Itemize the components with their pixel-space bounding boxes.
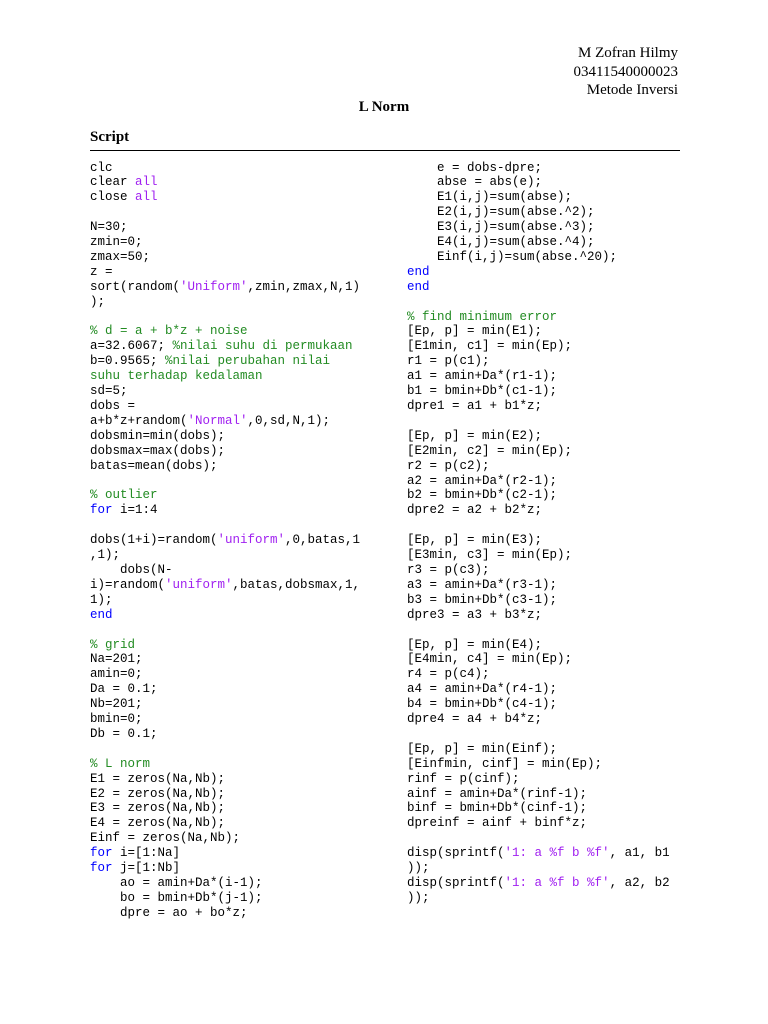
code-line xyxy=(90,474,390,489)
code-line xyxy=(407,831,687,846)
code-line xyxy=(407,876,687,891)
code-text: ainf = amin+Da*(rinf-1); xyxy=(407,786,588,801)
code-line xyxy=(407,712,687,727)
code-line xyxy=(90,638,390,653)
comment-token: % d = a + b*z + noise xyxy=(90,324,248,339)
code-line xyxy=(90,876,390,891)
code-line xyxy=(90,324,390,339)
author-name: M Zofran Hilmy xyxy=(578,45,678,61)
author-block xyxy=(574,44,678,100)
code-text: disp(sprintf( xyxy=(407,876,505,890)
code-line xyxy=(407,652,687,667)
code-column-right xyxy=(407,161,687,906)
string-token: 'Normal' xyxy=(187,413,248,428)
code-line xyxy=(90,623,390,638)
code-text: rinf = p(cinf); xyxy=(407,771,520,786)
code-line xyxy=(407,772,687,787)
code-line xyxy=(407,369,687,384)
code-line xyxy=(407,488,687,503)
code-text: ao = amin+Da*(i-1); xyxy=(90,876,263,890)
code-text: b4 = bmin+Db*(c4-1); xyxy=(407,697,558,712)
code-line xyxy=(90,548,390,563)
code-line xyxy=(407,414,687,429)
code-line xyxy=(407,533,687,548)
code-text: i=1:4 xyxy=(112,503,158,518)
code-text: E2(i,j)=sum(abse.^2); xyxy=(407,205,595,220)
code-text: a4 = amin+Da*(r4-1); xyxy=(407,682,558,697)
code-text: abse = abs(e); xyxy=(407,175,543,190)
code-text: E1 = zeros(Na,Nb); xyxy=(90,771,226,786)
code-text: dpreinf = ainf + binf*z; xyxy=(407,816,588,831)
code-line xyxy=(407,175,687,190)
code-line xyxy=(90,831,390,846)
code-text: [E3min, c3] = min(Ep); xyxy=(407,548,573,563)
code-line xyxy=(407,459,687,474)
code-line xyxy=(90,846,390,861)
code-text: [Ep, p] = min(E2); xyxy=(407,428,543,443)
comment-token: % L norm xyxy=(90,756,151,771)
code-text: i=[1:Na] xyxy=(112,846,181,861)
code-text: r2 = p(c2); xyxy=(407,458,490,473)
code-line xyxy=(407,324,687,339)
code-line xyxy=(407,354,687,369)
code-line xyxy=(90,891,390,906)
code-text: a+b*z+random( xyxy=(90,413,188,428)
code-line xyxy=(90,295,390,310)
code-line xyxy=(407,816,687,831)
code-line xyxy=(407,563,687,578)
code-line xyxy=(407,474,687,489)
course-name: Metode Inversi xyxy=(586,82,678,98)
code-line xyxy=(90,265,390,280)
code-line xyxy=(90,787,390,802)
comment-token: % outlier xyxy=(90,488,158,503)
string-token: 'Uniform' xyxy=(180,279,248,294)
code-line xyxy=(90,429,390,444)
code-line xyxy=(90,727,390,742)
code-line xyxy=(407,518,687,533)
code-line xyxy=(407,801,687,816)
code-text: Einf = zeros(Na,Nb); xyxy=(90,831,241,846)
code-text: Einf(i,j)=sum(abse.^20); xyxy=(407,249,618,264)
code-text: bmin=0; xyxy=(90,712,143,727)
code-text: Db = 0.1; xyxy=(90,726,158,741)
code-line xyxy=(407,787,687,802)
code-text: z = xyxy=(90,264,113,279)
code-text: dpre1 = a1 + b1*z; xyxy=(407,399,543,413)
code-text: dpre2 = a2 + b2*z; xyxy=(407,503,543,518)
code-line xyxy=(90,190,390,205)
code-line xyxy=(90,757,390,772)
code-text: [Ep, p] = min(E4); xyxy=(407,637,543,652)
code-line xyxy=(90,280,390,295)
code-text: [Ep, p] = min(E3); xyxy=(407,533,543,548)
code-line xyxy=(407,846,687,861)
code-line xyxy=(90,175,390,190)
code-text: b3 = bmin+Db*(c3-1); xyxy=(407,592,558,607)
code-line xyxy=(407,697,687,712)
code-line xyxy=(90,459,390,474)
keyword-token: end xyxy=(90,607,113,622)
code-text: dpre4 = a4 + b4*z; xyxy=(407,712,543,727)
string-token: 'uniform' xyxy=(165,577,233,592)
code-text: e = dobs-dpre; xyxy=(407,160,543,175)
document-title: L Norm xyxy=(358,99,410,115)
keyword-token: end xyxy=(407,264,430,279)
code-line xyxy=(90,742,390,757)
comment-token: %nilai suhu di permukaan xyxy=(172,339,353,354)
code-line xyxy=(90,161,390,176)
code-line xyxy=(90,488,390,503)
keyword-token: for xyxy=(90,861,113,876)
code-text: batas=mean(dobs); xyxy=(90,458,218,473)
code-text: E2 = zeros(Na,Nb); xyxy=(90,786,226,801)
string-token: '1: a %f b %f' xyxy=(504,846,610,861)
code-line xyxy=(90,444,390,459)
code-text: clc xyxy=(90,160,113,175)
code-text: E4 = zeros(Na,Nb); xyxy=(90,816,226,831)
code-line xyxy=(407,265,687,280)
string-token: '1: a %f b %f' xyxy=(504,876,610,890)
code-line xyxy=(407,429,687,444)
code-line xyxy=(90,682,390,697)
code-line xyxy=(90,518,390,533)
code-text: sort(random( xyxy=(90,279,181,294)
code-text: r3 = p(c3); xyxy=(407,562,490,577)
code-line xyxy=(90,906,390,921)
code-text: Na=201; xyxy=(90,652,143,667)
code-text: a3 = amin+Da*(r3-1); xyxy=(407,577,558,592)
code-line xyxy=(90,593,390,608)
code-text: [E1min, c1] = min(Ep); xyxy=(407,339,573,354)
code-text: [Ep, p] = min(E1); xyxy=(407,324,543,339)
code-text: Da = 0.1; xyxy=(90,682,158,697)
code-text: r1 = p(c1); xyxy=(407,354,490,369)
code-text: [E4min, c4] = min(Ep); xyxy=(407,652,573,667)
code-text: close xyxy=(90,190,136,205)
code-text: ,0,batas,1 xyxy=(285,533,361,548)
code-line xyxy=(90,310,390,325)
code-text: ); xyxy=(90,294,106,309)
code-text: bo = bmin+Db*(j-1); xyxy=(90,890,263,905)
code-line xyxy=(407,682,687,697)
code-line xyxy=(407,861,687,876)
code-line xyxy=(90,399,390,414)
code-line xyxy=(90,369,390,384)
section-divider xyxy=(90,150,680,151)
code-text: j=[1:Nb] xyxy=(112,861,181,876)
code-text: , a1, b1 xyxy=(609,846,670,861)
code-text: [Einfmin, cinf] = min(Ep); xyxy=(407,756,603,771)
code-text: [Ep, p] = min(Einf); xyxy=(407,741,558,756)
code-line xyxy=(407,161,687,176)
code-line xyxy=(90,608,390,623)
code-line xyxy=(407,399,687,414)
code-text: a1 = amin+Da*(r1-1); xyxy=(407,369,558,384)
code-text: E4(i,j)=sum(abse.^4); xyxy=(407,235,595,250)
code-line xyxy=(90,414,390,429)
code-line xyxy=(90,220,390,235)
code-line xyxy=(90,503,390,518)
code-line xyxy=(90,250,390,265)
code-line xyxy=(90,816,390,831)
code-line xyxy=(407,220,687,235)
code-text: ,0,sd,N,1); xyxy=(247,413,331,428)
code-line xyxy=(407,444,687,459)
code-line xyxy=(407,757,687,772)
code-line xyxy=(407,250,687,265)
code-line xyxy=(407,280,687,295)
code-text: )); xyxy=(407,890,430,905)
comment-token: %nilai perubahan nilai xyxy=(165,354,331,369)
code-line xyxy=(90,235,390,250)
code-line xyxy=(90,801,390,816)
code-line xyxy=(407,578,687,593)
code-line xyxy=(407,548,687,563)
code-line xyxy=(407,623,687,638)
code-line xyxy=(407,384,687,399)
code-text: E3 = zeros(Na,Nb); xyxy=(90,801,226,816)
comment-token: % grid xyxy=(90,637,136,652)
code-text: dobs(1+i)=random( xyxy=(90,533,218,548)
code-line xyxy=(407,593,687,608)
code-line xyxy=(90,667,390,682)
code-text: dobsmin=min(dobs); xyxy=(90,428,226,443)
code-text: a2 = amin+Da*(r2-1); xyxy=(407,473,558,488)
code-line xyxy=(90,533,390,548)
code-text: dpre3 = a3 + b3*z; xyxy=(407,607,543,622)
section-heading: Script xyxy=(90,129,130,145)
code-line xyxy=(90,354,390,369)
comment-token: % find minimum error xyxy=(407,309,558,324)
code-line xyxy=(407,891,687,906)
keyword-token: for xyxy=(90,503,113,518)
code-text: clear xyxy=(90,175,136,190)
code-line xyxy=(407,339,687,354)
code-line xyxy=(407,742,687,757)
code-text: i)=random( xyxy=(90,577,166,592)
code-text: b=0.9565; xyxy=(90,354,166,369)
keyword-token: end xyxy=(407,279,430,294)
code-line xyxy=(90,772,390,787)
keyword-token: for xyxy=(90,846,113,861)
code-line xyxy=(90,652,390,667)
code-line xyxy=(90,697,390,712)
code-text: binf = bmin+Db*(cinf-1); xyxy=(407,801,588,816)
code-text: Nb=201; xyxy=(90,697,143,712)
code-text: dobsmax=max(dobs); xyxy=(90,443,226,458)
code-text: b1 = bmin+Db*(c1-1); xyxy=(407,384,558,399)
code-text: dpre = ao + bo*z; xyxy=(90,905,248,920)
code-text: r4 = p(c4); xyxy=(407,667,490,682)
code-text: ,1); xyxy=(90,548,121,563)
code-text: amin=0; xyxy=(90,667,143,682)
code-text: dobs(N- xyxy=(90,562,173,577)
code-text: ,zmin,zmax,N,1) xyxy=(247,279,361,294)
code-line xyxy=(407,608,687,623)
code-text: zmin=0; xyxy=(90,235,143,250)
code-text: [E2min, c2] = min(Ep); xyxy=(407,443,573,458)
code-line xyxy=(90,205,390,220)
code-text: dobs = xyxy=(90,399,136,413)
code-text: b2 = bmin+Db*(c2-1); xyxy=(407,488,558,503)
string-token: all xyxy=(135,190,158,205)
code-line xyxy=(407,235,687,250)
code-text: E3(i,j)=sum(abse.^3); xyxy=(407,220,595,235)
code-line xyxy=(407,727,687,742)
code-line xyxy=(407,310,687,325)
code-line xyxy=(90,578,390,593)
code-line xyxy=(407,503,687,518)
student-id: 03411540000023 xyxy=(573,63,678,80)
code-text: sd=5; xyxy=(90,384,128,399)
string-token: 'uniform' xyxy=(217,533,286,548)
code-line xyxy=(90,339,390,354)
code-column-left xyxy=(90,161,390,921)
code-line xyxy=(90,384,390,399)
code-text: N=30; xyxy=(90,220,128,235)
code-line xyxy=(90,712,390,727)
code-text: , a2, b2 xyxy=(609,876,670,890)
code-line xyxy=(407,295,687,310)
code-text: disp(sprintf( xyxy=(407,846,505,861)
code-text: 1); xyxy=(90,592,113,607)
code-text: zmax=50; xyxy=(90,249,151,264)
code-line xyxy=(407,667,687,682)
code-line xyxy=(90,861,390,876)
code-text: ,batas,dobsmax,1, xyxy=(232,577,361,592)
code-line xyxy=(407,205,687,220)
comment-token: suhu terhadap kedalaman xyxy=(90,369,263,384)
code-text: a=32.6067; xyxy=(90,339,173,354)
code-text: )); xyxy=(407,861,430,876)
string-token: all xyxy=(135,175,158,190)
code-text: E1(i,j)=sum(abse); xyxy=(407,190,573,205)
code-line xyxy=(407,638,687,653)
code-line xyxy=(407,190,687,205)
code-line xyxy=(90,563,390,578)
